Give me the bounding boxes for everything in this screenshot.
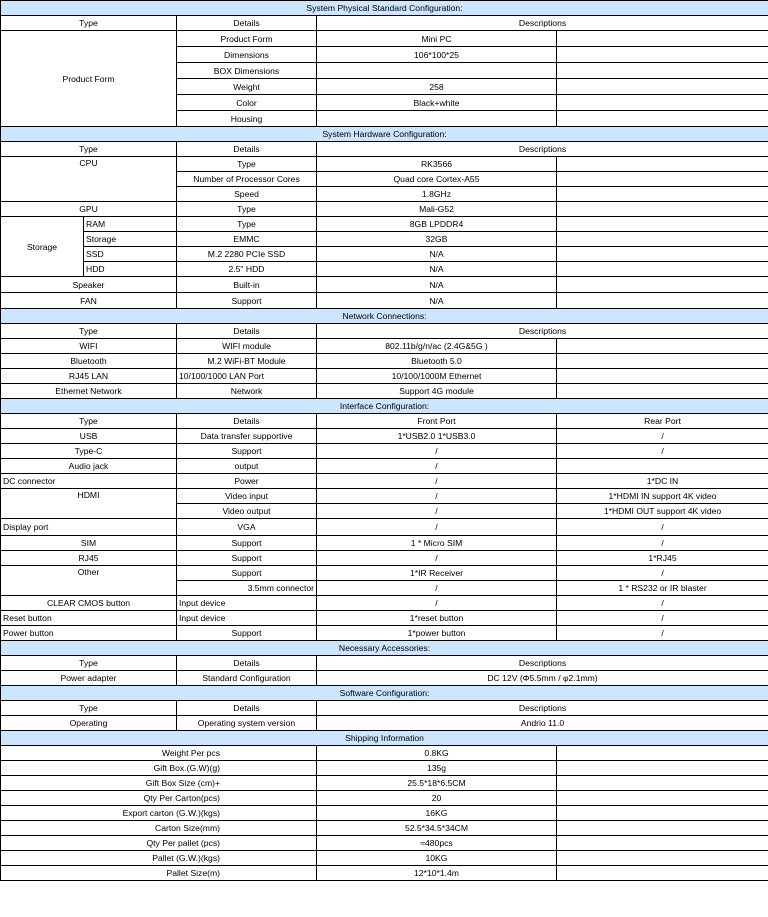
shipping-value: 10KG — [317, 851, 557, 866]
type-type-c: Type-C — [1, 444, 177, 459]
type-ethernet-network: Ethernet Network — [1, 384, 177, 399]
type-power-button: Power button — [1, 626, 177, 641]
front-port-cell: / — [317, 489, 557, 504]
empty-cell — [557, 232, 768, 247]
header-type: Type — [1, 324, 177, 339]
header-type: Type — [1, 16, 177, 31]
front-port-cell: / — [317, 581, 557, 596]
front-port-cell: / — [317, 444, 557, 459]
detail-cell: Number of Processor Cores — [177, 172, 317, 187]
detail-cell: Input device — [177, 611, 317, 626]
rear-port-cell: / — [557, 429, 768, 444]
value-cell: 802.11b/g/n/ac (2.4G&5G ) — [317, 339, 557, 354]
empty-cell — [557, 47, 768, 63]
header-descriptions: Descriptions — [317, 324, 768, 339]
type-hdmi: HDMI — [1, 489, 177, 519]
front-port-cell: / — [317, 459, 557, 474]
header-details: Details — [177, 324, 317, 339]
header-details: Details — [177, 16, 317, 31]
header-details: Details — [177, 701, 317, 716]
section-title-accessories: Necessary Accessories: — [1, 641, 768, 656]
detail-cell: Support — [177, 566, 317, 581]
type-bluetooth: Bluetooth — [1, 354, 177, 369]
rear-port-cell: 1*RJ45 — [557, 551, 768, 566]
empty-cell — [557, 354, 768, 369]
storage-sub-label: HDD — [84, 262, 177, 277]
empty-cell — [557, 339, 768, 354]
front-port-cell: 1*IR Receiver — [317, 566, 557, 581]
shipping-value: 52.5*34.5*34CM — [317, 821, 557, 836]
detail-cell: Network — [177, 384, 317, 399]
type-product-form: Product Form — [1, 31, 177, 127]
header-details: Details — [177, 656, 317, 671]
section-title-network: Network Connections: — [1, 309, 768, 324]
detail-cell: 10/100/1000 LAN Port — [177, 369, 317, 384]
header-type: Type — [1, 414, 177, 429]
value-cell: N/A — [317, 293, 557, 309]
value-cell: DC 12V (Φ5.5mm / φ2.1mm) — [317, 671, 768, 686]
detail-cell: VGA — [177, 519, 317, 536]
detail-cell: Built-in — [177, 277, 317, 293]
empty-cell — [557, 95, 768, 111]
detail-cell: BOX Dimensions — [177, 63, 317, 79]
detail-cell: 3.5mm connector — [177, 581, 317, 596]
shipping-label: Gift Box.(G.W)(g) — [1, 761, 317, 776]
shipping-label: Pallet Size(m) — [1, 866, 317, 881]
type-wifi: WIFI — [1, 339, 177, 354]
type-clear-cmos-button: CLEAR CMOS button — [1, 596, 177, 611]
shipping-label: Qty Per Carton(pcs) — [1, 791, 317, 806]
shipping-label: Carton Size(mm) — [1, 821, 317, 836]
type-audio-jack: Audio jack — [1, 459, 177, 474]
rear-port-cell — [557, 459, 768, 474]
rear-port-cell: / — [557, 566, 768, 581]
empty-cell — [557, 262, 768, 277]
empty-cell — [557, 111, 768, 127]
header-front-port: Front Port — [317, 414, 557, 429]
header-descriptions: Descriptions — [317, 701, 768, 716]
detail-cell: 2.5" HDD — [177, 262, 317, 277]
value-cell: 106*100*25 — [317, 47, 557, 63]
value-cell: Black+white — [317, 95, 557, 111]
empty-cell — [557, 63, 768, 79]
shipping-value: 20 — [317, 791, 557, 806]
empty-cell — [557, 776, 768, 791]
detail-cell: Video output — [177, 504, 317, 519]
storage-sub-label: Storage — [84, 232, 177, 247]
rear-port-cell: 1*DC IN — [557, 474, 768, 489]
front-port-cell: 1*reset button — [317, 611, 557, 626]
empty-cell — [557, 202, 768, 217]
front-port-cell: / — [317, 504, 557, 519]
type-display-port: Display port — [1, 519, 177, 536]
type-power-adapter: Power adapter — [1, 671, 177, 686]
detail-cell: Weight — [177, 79, 317, 95]
front-port-cell: / — [317, 596, 557, 611]
rear-port-cell: 1 * RS232 or IR blaster — [557, 581, 768, 596]
detail-cell: output — [177, 459, 317, 474]
type-fan: FAN — [1, 293, 177, 309]
detail-cell: Type — [177, 157, 317, 172]
rear-port-cell: / — [557, 536, 768, 551]
header-details: Details — [177, 142, 317, 157]
detail-cell: Housing — [177, 111, 317, 127]
value-cell: 8GB LPDDR4 — [317, 217, 557, 232]
rear-port-cell: 1*HDMI IN support 4K video — [557, 489, 768, 504]
shipping-value: 12*10*1.4m — [317, 866, 557, 881]
empty-cell — [557, 247, 768, 262]
rear-port-cell: / — [557, 596, 768, 611]
empty-cell — [557, 293, 768, 309]
header-rear-port: Rear Port — [557, 414, 768, 429]
value-cell: Mini PC — [317, 31, 557, 47]
detail-cell: Standard Configuration — [177, 671, 317, 686]
detail-cell: Video input — [177, 489, 317, 504]
value-cell: Quad core Cortex-A55 — [317, 172, 557, 187]
empty-cell — [557, 836, 768, 851]
value-cell: N/A — [317, 262, 557, 277]
value-cell: Support 4G module — [317, 384, 557, 399]
front-port-cell: 1*power button — [317, 626, 557, 641]
detail-cell: Type — [177, 202, 317, 217]
value-cell: Bluetooth 5.0 — [317, 354, 557, 369]
shipping-value: 0.8KG — [317, 746, 557, 761]
empty-cell — [557, 851, 768, 866]
type-dc-connector: DC connector — [1, 474, 177, 489]
detail-cell: M.2 2280 PCIe SSD — [177, 247, 317, 262]
detail-cell: Color — [177, 95, 317, 111]
empty-cell — [557, 31, 768, 47]
detail-cell: WIFI module — [177, 339, 317, 354]
section-title-software: Software Configuration: — [1, 686, 768, 701]
front-port-cell: 1 * Micro SIM — [317, 536, 557, 551]
empty-cell — [557, 277, 768, 293]
rear-port-cell: / — [557, 626, 768, 641]
type-rj45: RJ45 — [1, 551, 177, 566]
shipping-label: Qty Per pallet (pcs) — [1, 836, 317, 851]
shipping-label: Weight Per pcs — [1, 746, 317, 761]
detail-cell: Input device — [177, 596, 317, 611]
type-cpu: CPU — [1, 157, 177, 202]
empty-cell — [557, 791, 768, 806]
type-gpu: GPU — [1, 202, 177, 217]
empty-cell — [557, 746, 768, 761]
front-port-cell: / — [317, 519, 557, 536]
shipping-value: 16KG — [317, 806, 557, 821]
detail-cell: M.2 WiFi-BT Module — [177, 354, 317, 369]
detail-cell: Operating system version — [177, 716, 317, 731]
section-title-physical: System Physical Standard Configuration: — [1, 1, 768, 16]
detail-cell: Support — [177, 293, 317, 309]
type-sim: SIM — [1, 536, 177, 551]
detail-cell: Support — [177, 551, 317, 566]
storage-sub-label: SSD — [84, 247, 177, 262]
section-title-interface: Interface Configuration: — [1, 399, 768, 414]
detail-cell: Support — [177, 444, 317, 459]
header-type: Type — [1, 656, 177, 671]
detail-cell: Support — [177, 536, 317, 551]
value-cell: 10/100/1000M Ethernet — [317, 369, 557, 384]
rear-port-cell: / — [557, 444, 768, 459]
type-rj45-lan: RJ45 LAN — [1, 369, 177, 384]
value-cell: 1.8GHz — [317, 187, 557, 202]
type-usb: USB — [1, 429, 177, 444]
empty-cell — [557, 172, 768, 187]
header-details: Details — [177, 414, 317, 429]
value-cell: 32GB — [317, 232, 557, 247]
value-cell — [317, 63, 557, 79]
type-other: Other — [1, 566, 177, 596]
shipping-label: Export carton (G.W.)(kgs) — [1, 806, 317, 821]
empty-cell — [557, 369, 768, 384]
shipping-label: Pallet (G.W.)(kgs) — [1, 851, 317, 866]
header-descriptions: Descriptions — [317, 656, 768, 671]
value-cell — [317, 111, 557, 127]
shipping-value: ≈480pcs — [317, 836, 557, 851]
shipping-value: 25.5*18*6.5CM — [317, 776, 557, 791]
empty-cell — [557, 384, 768, 399]
detail-cell: Data transfer supportive — [177, 429, 317, 444]
type-operating: Operating — [1, 716, 177, 731]
front-port-cell: / — [317, 551, 557, 566]
header-type: Type — [1, 701, 177, 716]
detail-cell: Power — [177, 474, 317, 489]
shipping-value: 135g — [317, 761, 557, 776]
value-cell: 258 — [317, 79, 557, 95]
front-port-cell: 1*USB2.0 1*USB3.0 — [317, 429, 557, 444]
value-cell: Mali-G52 — [317, 202, 557, 217]
detail-cell: Support — [177, 626, 317, 641]
value-cell: Andrio 11.0 — [317, 716, 768, 731]
rear-port-cell: / — [557, 611, 768, 626]
detail-cell: Speed — [177, 187, 317, 202]
detail-cell: Dimensions — [177, 47, 317, 63]
front-port-cell: / — [317, 474, 557, 489]
empty-cell — [557, 187, 768, 202]
value-cell: N/A — [317, 277, 557, 293]
empty-cell — [557, 761, 768, 776]
type-speaker: Speaker — [1, 277, 177, 293]
type-storage: Storage — [1, 217, 84, 277]
empty-cell — [557, 806, 768, 821]
detail-cell: EMMC — [177, 232, 317, 247]
detail-cell: Product Form — [177, 31, 317, 47]
section-title-shipping: Shipping Information — [1, 731, 768, 746]
type-reset-button: Reset button — [1, 611, 177, 626]
empty-cell — [557, 866, 768, 881]
empty-cell — [557, 157, 768, 172]
header-descriptions: Descriptions — [317, 142, 768, 157]
value-cell: RK3566 — [317, 157, 557, 172]
rear-port-cell: / — [557, 519, 768, 536]
empty-cell — [557, 217, 768, 232]
value-cell: N/A — [317, 247, 557, 262]
detail-cell: Type — [177, 217, 317, 232]
header-descriptions: Descriptions — [317, 16, 768, 31]
header-type: Type — [1, 142, 177, 157]
section-title-hardware: System Hardware Configuration: — [1, 127, 768, 142]
rear-port-cell: 1*HDMI OUT support 4K video — [557, 504, 768, 519]
shipping-label: Gift Box Size (cm)+ — [1, 776, 317, 791]
storage-sub-label: RAM — [84, 217, 177, 232]
empty-cell — [557, 821, 768, 836]
empty-cell — [557, 79, 768, 95]
